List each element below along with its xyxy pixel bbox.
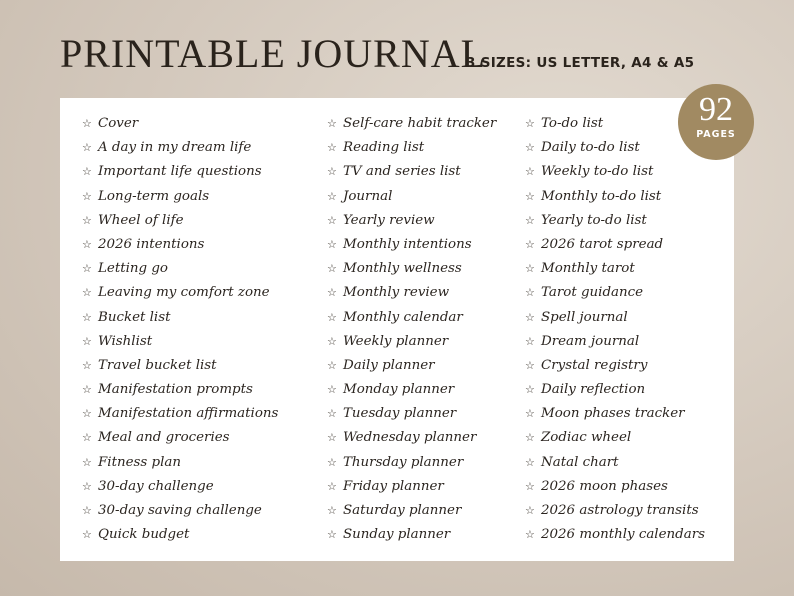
list-item-label: Tuesday planner <box>343 406 457 422</box>
list-item-label: 2026 astrology transits <box>541 503 699 518</box>
star-outline-icon: ☆ <box>525 286 535 300</box>
list-item <box>82 402 278 426</box>
contents-column-1 <box>82 112 278 547</box>
list-item-label: Monthly review <box>343 285 450 301</box>
list-item-label: Self-care habit tracker <box>343 116 497 131</box>
list-item-label: Fitness plan <box>98 454 181 470</box>
star-outline-icon: ☆ <box>327 165 337 179</box>
contents-card <box>60 98 734 561</box>
list-item <box>82 354 278 378</box>
list-item-label: Zodiac wheel <box>541 430 632 446</box>
list-item <box>327 330 496 354</box>
list-item <box>82 160 278 184</box>
star-outline-icon: ☆ <box>327 334 337 348</box>
star-outline-icon: ☆ <box>327 431 337 445</box>
list-item-label: Monthly to-do list <box>541 188 662 204</box>
list-item-label: Daily reflection <box>541 382 646 398</box>
list-item-label: 2026 monthly calendars <box>541 527 705 543</box>
list-item-label: Journal <box>343 188 393 204</box>
list-item <box>525 499 705 523</box>
list-item-label: Bucket list <box>98 309 171 325</box>
list-item-label: Yearly to-do list <box>541 212 647 228</box>
star-outline-icon: ☆ <box>327 528 337 542</box>
list-item-label: Dream journal <box>541 333 640 349</box>
list-item-label: Quick budget <box>98 527 190 543</box>
star-outline-icon: ☆ <box>82 262 92 276</box>
list-item-label: Manifestation affirmations <box>98 406 279 422</box>
star-outline-icon: ☆ <box>82 286 92 300</box>
list-item <box>525 330 705 354</box>
star-outline-icon: ☆ <box>525 117 535 130</box>
list-item <box>327 499 496 523</box>
list-item-label: Weekly to-do list <box>541 164 654 180</box>
list-item-label: Wheel of life <box>98 212 184 228</box>
list-item-label: Tarot guidance <box>541 285 644 301</box>
page-count-badge <box>678 84 754 160</box>
list-item <box>525 160 705 184</box>
list-item-label: Thursday planner <box>343 454 464 470</box>
list-item <box>82 426 278 450</box>
list-item-label: Wednesday planner <box>343 430 477 446</box>
list-item <box>525 523 705 547</box>
list-item <box>327 160 496 184</box>
list-item-label: 2026 tarot spread <box>541 236 664 252</box>
star-outline-icon: ☆ <box>327 213 337 227</box>
list-item <box>525 306 705 330</box>
star-outline-icon: ☆ <box>525 431 535 445</box>
star-outline-icon: ☆ <box>525 383 535 397</box>
list-item-label: Moon phases tracker <box>541 406 685 422</box>
star-outline-icon: ☆ <box>327 358 337 372</box>
star-outline-icon: ☆ <box>82 358 92 372</box>
star-outline-icon: ☆ <box>525 504 535 517</box>
list-item-label: 30-day saving challenge <box>98 503 262 518</box>
list-item <box>82 378 278 402</box>
list-item-label: 30-day challenge <box>98 478 214 494</box>
star-outline-icon: ☆ <box>327 310 337 324</box>
list-item-label: Monday planner <box>343 382 455 398</box>
star-outline-icon: ☆ <box>525 407 535 421</box>
list-item-label: Manifestation prompts <box>98 382 253 398</box>
star-outline-icon: ☆ <box>82 189 92 203</box>
star-outline-icon: ☆ <box>82 141 92 155</box>
list-item <box>82 209 278 233</box>
star-outline-icon: ☆ <box>82 117 92 130</box>
list-item <box>327 451 496 475</box>
star-outline-icon: ☆ <box>525 310 535 324</box>
star-outline-icon: ☆ <box>327 141 337 155</box>
star-outline-icon: ☆ <box>82 310 92 324</box>
list-item <box>82 112 278 136</box>
list-item <box>327 136 496 160</box>
list-item <box>327 281 496 305</box>
star-outline-icon: ☆ <box>327 383 337 397</box>
list-item-label: 2026 intentions <box>98 236 205 252</box>
list-item-label: Natal chart <box>541 454 619 470</box>
star-outline-icon: ☆ <box>525 237 535 251</box>
list-item <box>327 402 496 426</box>
list-item <box>82 306 278 330</box>
list-item <box>327 475 496 499</box>
list-item-label: Weekly planner <box>343 333 449 349</box>
star-outline-icon: ☆ <box>327 504 337 517</box>
list-item-label: Cover <box>98 116 139 131</box>
page-count-number: 92 <box>699 91 733 128</box>
list-item-label: Monthly tarot <box>541 261 635 277</box>
page-title: PRINTABLE JOURNAL <box>60 31 487 76</box>
list-item <box>525 426 705 450</box>
star-outline-icon: ☆ <box>82 165 92 179</box>
star-outline-icon: ☆ <box>82 504 92 517</box>
star-outline-icon: ☆ <box>327 117 337 130</box>
list-item-label: Yearly review <box>343 212 435 228</box>
list-item-label: Saturday planner <box>343 503 462 518</box>
list-item-label: 2026 moon phases <box>541 478 668 494</box>
list-item <box>82 451 278 475</box>
contents-column-3 <box>525 112 705 547</box>
star-outline-icon: ☆ <box>327 237 337 251</box>
page-count-label: PAGES <box>696 129 736 140</box>
list-item-label: Reading list <box>343 140 425 156</box>
list-item-label: Sunday planner <box>343 527 451 543</box>
star-outline-icon: ☆ <box>82 479 92 493</box>
list-item <box>82 185 278 209</box>
star-outline-icon: ☆ <box>525 189 535 203</box>
star-outline-icon: ☆ <box>525 528 535 542</box>
list-item-label: Daily planner <box>343 357 435 373</box>
list-item <box>525 281 705 305</box>
list-item <box>525 209 705 233</box>
list-item <box>327 257 496 281</box>
list-item-label: Travel bucket list <box>98 357 217 373</box>
list-item <box>525 402 705 426</box>
list-item-label: Monthly intentions <box>343 236 472 252</box>
list-item-label: Spell journal <box>541 309 628 325</box>
star-outline-icon: ☆ <box>525 213 535 227</box>
list-item-label: Monthly calendar <box>343 309 463 325</box>
list-item-label: Wishlist <box>98 333 153 349</box>
sizes-subtitle: 3 SIZES: US LETTER, A4 & A5 <box>466 55 695 71</box>
star-outline-icon: ☆ <box>327 479 337 493</box>
list-item <box>82 281 278 305</box>
list-item <box>327 209 496 233</box>
star-outline-icon: ☆ <box>525 334 535 348</box>
list-item <box>327 523 496 547</box>
star-outline-icon: ☆ <box>327 407 337 421</box>
contents-column-2 <box>327 112 496 547</box>
list-item-label: TV and series list <box>343 164 461 180</box>
list-item <box>82 233 278 257</box>
list-item <box>82 136 278 160</box>
list-item-label: Leaving my comfort zone <box>98 285 270 301</box>
star-outline-icon: ☆ <box>525 479 535 493</box>
star-outline-icon: ☆ <box>327 286 337 300</box>
list-item <box>327 112 496 136</box>
list-item <box>82 330 278 354</box>
list-item-label: A day in my dream life <box>98 140 252 156</box>
star-outline-icon: ☆ <box>327 455 337 469</box>
list-item <box>525 451 705 475</box>
list-item-label: Crystal registry <box>541 357 648 373</box>
list-item <box>525 185 705 209</box>
list-item-label: Monthly wellness <box>343 261 462 277</box>
star-outline-icon: ☆ <box>82 528 92 542</box>
list-item <box>525 378 705 402</box>
list-item <box>82 257 278 281</box>
star-outline-icon: ☆ <box>82 407 92 421</box>
list-item <box>327 233 496 257</box>
list-item <box>82 499 278 523</box>
list-item-label: Long-term goals <box>98 188 210 204</box>
star-outline-icon: ☆ <box>525 262 535 276</box>
list-item-label: Important life questions <box>98 164 262 180</box>
star-outline-icon: ☆ <box>82 334 92 348</box>
list-item <box>327 354 496 378</box>
list-item <box>82 523 278 547</box>
list-item-label: Letting go <box>98 261 168 277</box>
list-item <box>327 185 496 209</box>
list-item <box>525 233 705 257</box>
list-item <box>525 354 705 378</box>
star-outline-icon: ☆ <box>82 213 92 227</box>
list-item <box>525 257 705 281</box>
star-outline-icon: ☆ <box>525 165 535 179</box>
star-outline-icon: ☆ <box>525 358 535 372</box>
star-outline-icon: ☆ <box>82 455 92 469</box>
list-item-label: Meal and groceries <box>98 430 230 446</box>
list-item <box>525 475 705 499</box>
list-item-label: Friday planner <box>343 478 444 494</box>
list-item <box>327 378 496 402</box>
star-outline-icon: ☆ <box>525 141 535 155</box>
star-outline-icon: ☆ <box>525 455 535 469</box>
list-item <box>327 306 496 330</box>
star-outline-icon: ☆ <box>82 237 92 251</box>
star-outline-icon: ☆ <box>82 383 92 397</box>
star-outline-icon: ☆ <box>327 262 337 276</box>
star-outline-icon: ☆ <box>327 189 337 203</box>
list-item-label: To-do list <box>541 116 604 131</box>
list-item <box>82 475 278 499</box>
list-item <box>327 426 496 450</box>
list-item-label: Daily to-do list <box>541 140 640 156</box>
star-outline-icon: ☆ <box>82 431 92 445</box>
